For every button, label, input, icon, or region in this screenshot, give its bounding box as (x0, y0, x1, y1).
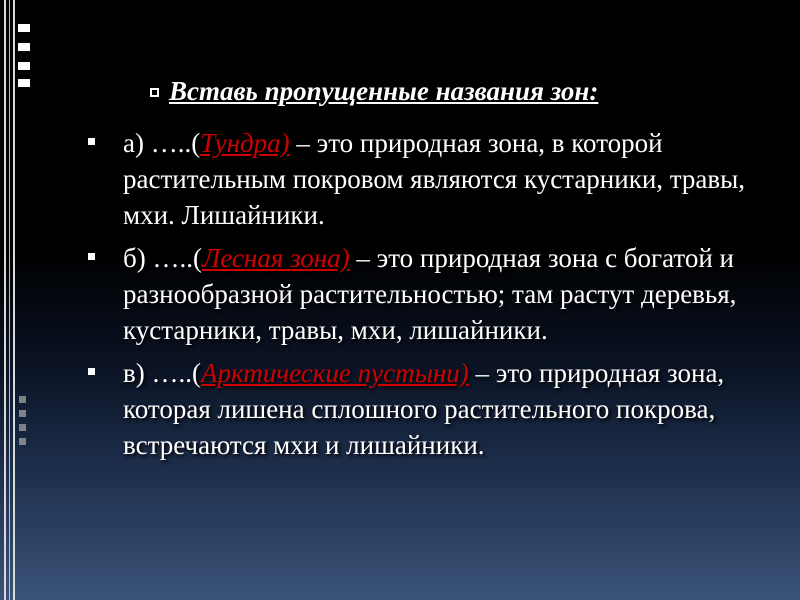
heading-row (150, 76, 778, 107)
decoration-block (18, 62, 30, 70)
decoration-block (18, 43, 30, 51)
decoration-line (9, 0, 10, 600)
decoration-square (19, 438, 26, 445)
slide-side-decoration (0, 0, 33, 600)
decoration-square (19, 424, 26, 431)
decoration-square (19, 410, 26, 417)
decoration-line (13, 0, 15, 600)
hollow-square-bullet-icon (150, 88, 159, 97)
item-prefix: а) …..( (123, 128, 201, 158)
item-text (123, 355, 778, 463)
decoration-line (4, 0, 6, 600)
item-text (123, 125, 778, 233)
decoration-block (18, 79, 30, 87)
item-suffix: – это природная зона с богатой и разнообразной растительностью; там растут деревья, кустарники, травы, мхи, лишайники. (123, 243, 737, 345)
decoration-square (19, 396, 26, 403)
square-bullet-icon (88, 368, 95, 375)
list-item (88, 125, 778, 233)
square-bullet-icon (88, 138, 95, 145)
square-bullet-icon (88, 253, 95, 260)
item-prefix: б) …..( (123, 243, 202, 273)
slide-content (88, 76, 778, 470)
list-item (88, 355, 778, 463)
item-text (123, 240, 778, 348)
decoration-block (18, 24, 30, 32)
answer-text: Арктические пустыни) (200, 358, 469, 388)
answer-text: Тундра) (200, 128, 290, 158)
answer-text: Лесная зона) (201, 243, 350, 273)
list-item (88, 240, 778, 348)
item-suffix: – это природная зона, которая лишена сплошного растительного покрова, встречаются мхи и лишайники. (123, 358, 725, 460)
slide-heading: Вставь пропущенные названия зон: (169, 76, 599, 106)
item-prefix: в) …..( (123, 358, 201, 388)
item-suffix: – это природная зона, в которой растительным покровом являются кустарники, травы, мхи. Лишайники. (123, 128, 746, 230)
